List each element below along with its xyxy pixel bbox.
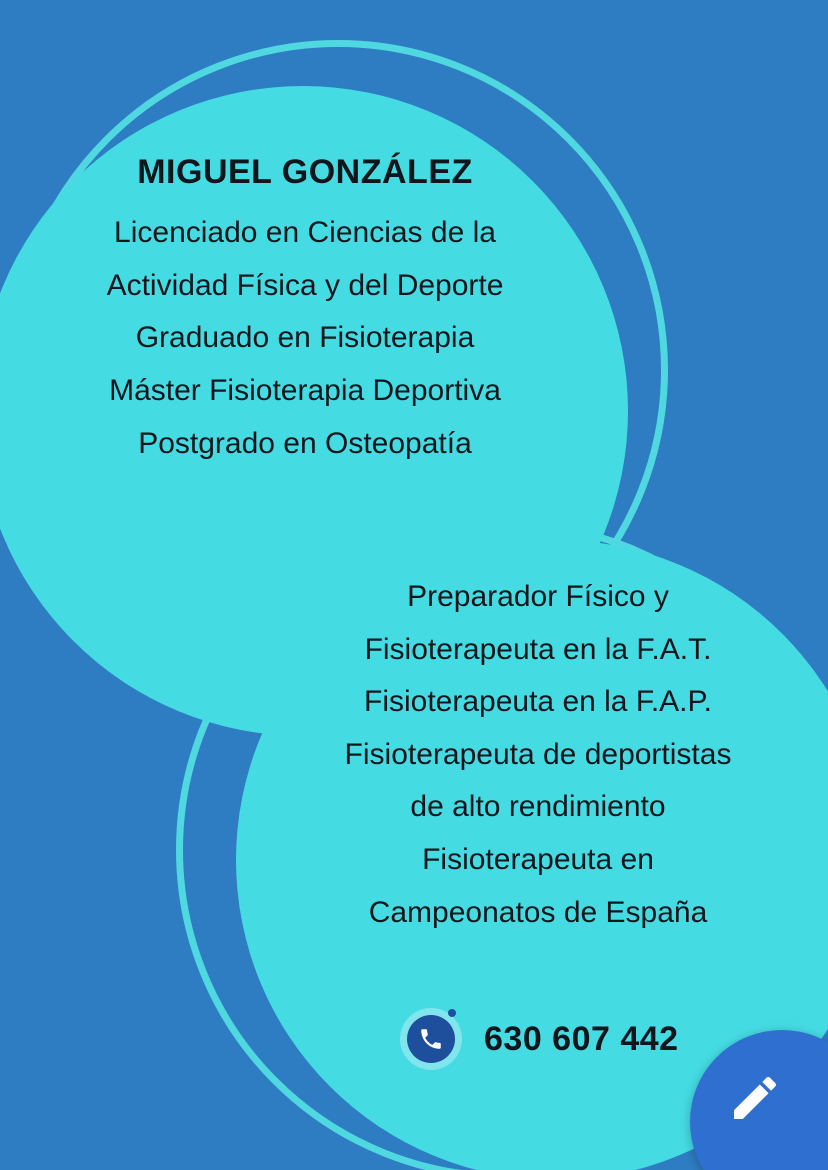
credential-line: Fisioterapeuta en la F.A.T.	[364, 632, 712, 666]
credential-line: Fisioterapeuta de deportistas	[344, 737, 732, 771]
credential-line: Campeonatos de España	[368, 895, 708, 929]
credentials-block-top	[20, 148, 590, 475]
credential-line: Graduado en Fisioterapia	[135, 321, 475, 355]
credentials-block-bottom	[268, 566, 808, 944]
credential-line: Fisioterapeuta en	[422, 842, 654, 876]
phone-icon	[400, 1008, 462, 1070]
credential-line: Postgrado en Osteopatía	[138, 426, 472, 460]
credential-line: de alto rendimiento	[410, 790, 666, 824]
credential-line: Fisioterapeuta en la F.A.P.	[364, 685, 712, 719]
phone-icon-disc	[407, 1015, 455, 1063]
phone-number[interactable]: 630 607 442	[484, 1019, 679, 1058]
credential-line: Máster Fisioterapia Deportiva	[109, 374, 501, 408]
credential-line: Preparador Físico y	[407, 580, 669, 613]
phone-icon-dot	[448, 1009, 456, 1017]
pencil-compose-icon	[727, 1070, 783, 1126]
credential-line: Licenciado en Ciencias de la	[114, 216, 496, 250]
person-name: MIGUEL GONZÁLEZ	[137, 153, 473, 191]
credential-line: Actividad Física y del Deporte	[106, 268, 504, 302]
